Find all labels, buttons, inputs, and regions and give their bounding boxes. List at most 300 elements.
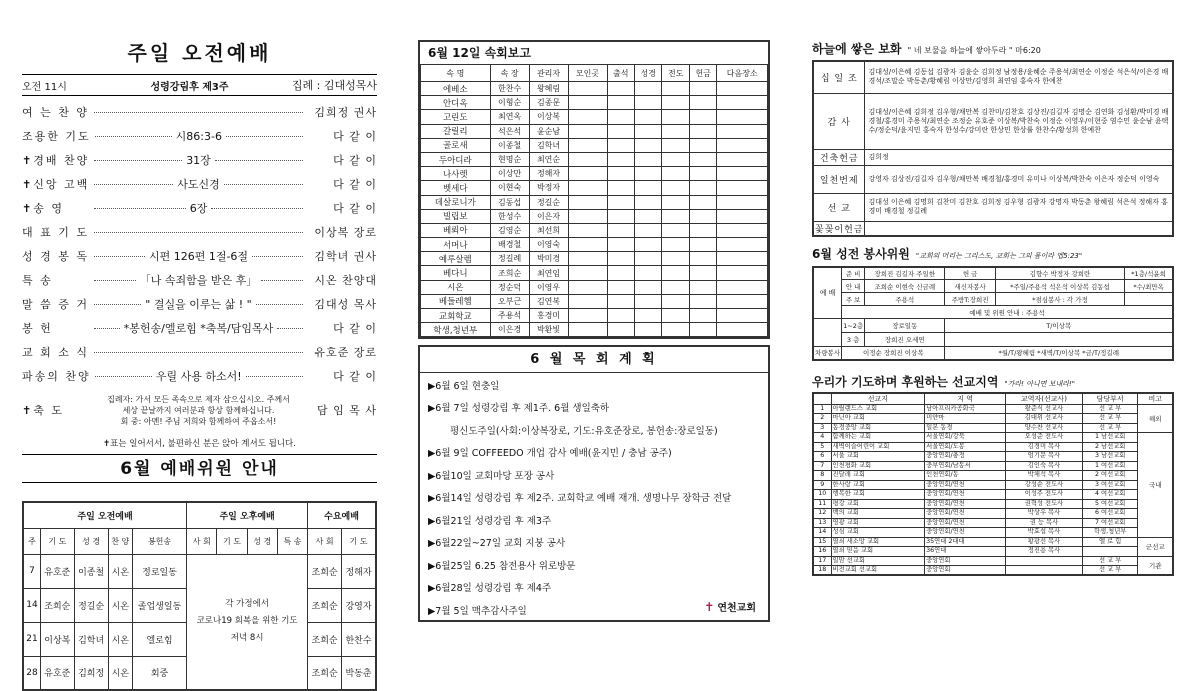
cell-cell xyxy=(634,238,661,252)
mission-header: 비고 xyxy=(1138,393,1173,405)
cell-cell: 김종문 xyxy=(529,96,568,110)
mission-cell: 행복한 교회 xyxy=(831,490,925,500)
cell-cell xyxy=(568,323,607,337)
benediction-text2: 세상 끝날까지 여러분과 항상 함께하십니다. xyxy=(122,405,275,415)
duty-cell: 정길순 xyxy=(74,588,108,622)
mission-cell: 강성순 전도사 xyxy=(1006,480,1083,490)
cell-cell xyxy=(689,96,716,110)
cell-cell: 왕혜림 xyxy=(529,82,568,96)
cell-cell: 예루살렘 xyxy=(421,252,491,266)
cell-cell xyxy=(607,110,634,124)
plan-item: ▶6월28일 성령강림 후 제4주 xyxy=(428,583,552,595)
duty-header: 기 도 xyxy=(40,528,74,554)
treasure-names xyxy=(865,221,1173,236)
cell-cell xyxy=(689,138,716,152)
cell-cell xyxy=(662,294,689,308)
duty-cell: 조희순 xyxy=(308,656,342,690)
volunteer-cell: 김향수 박정자 강희란 xyxy=(995,267,1124,280)
volunteers-table xyxy=(812,266,1174,361)
cell-header: 모인곳 xyxy=(568,65,607,82)
mission-cell: 4 여선교회 xyxy=(1082,490,1138,500)
cell-cell xyxy=(662,110,689,124)
cell-cell xyxy=(607,238,634,252)
duty-header: 봉헌송 xyxy=(133,528,187,554)
cell-row xyxy=(421,252,768,266)
mission-cell: 이성주 전도사 xyxy=(1006,490,1083,500)
mission-cell: 선 교 부 xyxy=(1082,423,1138,433)
service-item-label: ✝신앙 고백 xyxy=(22,178,90,191)
mission-cell: 김경미 목사 xyxy=(1006,442,1083,452)
mission-note: 기관 xyxy=(1138,556,1173,575)
mission-cell: 8 xyxy=(813,471,831,481)
cell-cell: 한찬수 xyxy=(490,82,529,96)
cell-cell xyxy=(607,266,634,280)
cell-cell xyxy=(717,266,768,280)
mission-cell: 영광 교회 xyxy=(831,518,925,528)
mission-note: 해외 xyxy=(1138,404,1173,433)
cell-cell: 김영순 xyxy=(490,223,529,237)
volunteers-header xyxy=(812,245,1174,261)
cell-cell: 빌립보 xyxy=(421,209,491,223)
cell-cell: 최선희 xyxy=(529,223,568,237)
clean-row xyxy=(813,333,1173,347)
leader-dots xyxy=(94,352,303,353)
cell-row xyxy=(421,152,768,166)
volunteer-cell: 장희진 오세연 xyxy=(865,333,945,347)
volunteer-cell: 주 보 xyxy=(842,293,865,306)
plan-item: ▶6월 9일 COFFEEDO 개업 감사 예배(윤지민 / 충남 공주) xyxy=(428,448,672,460)
leader-dots xyxy=(94,280,136,281)
duty-cell: 강영자 xyxy=(341,588,376,622)
service-item-leader: 다 같 이 xyxy=(333,322,378,335)
benediction-right: 담 임 목 사 xyxy=(317,404,377,417)
service-item-label: 특 송 xyxy=(22,274,53,287)
duty-cell: 유호준 xyxy=(40,554,74,588)
mission-cell: 6 여선교회 xyxy=(1082,509,1138,519)
cell-cell xyxy=(717,195,768,209)
cell-cell xyxy=(607,280,634,294)
mission-cell: 6 xyxy=(813,452,831,462)
mission-cell: 중부연회/남동서 xyxy=(925,461,1006,471)
cell-cell xyxy=(634,223,661,237)
cell-row xyxy=(421,323,768,337)
cell-cell xyxy=(662,152,689,166)
cell-cell xyxy=(634,309,661,323)
service-item xyxy=(22,244,377,268)
mission-cell: 중앙연회/연천 xyxy=(925,490,1006,500)
mission-row xyxy=(813,442,1173,452)
mission-cell: 아릴랜드스 교회 xyxy=(831,404,925,414)
service-season: 성령강림후 제3주 xyxy=(150,81,229,93)
mission-cell: 정진용 목사 xyxy=(1006,547,1083,557)
mission-cell: 선 교 부 xyxy=(1082,566,1138,576)
cell-row xyxy=(421,238,768,252)
mission-cell: 동경중앙 교회 xyxy=(831,423,925,433)
cell-cell xyxy=(717,238,768,252)
pm-note xyxy=(187,554,308,690)
service-item-label: 여 는 찬 양 xyxy=(22,106,89,119)
pm-note-line: 저녁 8시 xyxy=(230,633,264,644)
cell-cell xyxy=(662,309,689,323)
cell-cell: 이형순 xyxy=(490,96,529,110)
cell-cell xyxy=(689,294,716,308)
mission-cell: 선 교 부 xyxy=(1082,414,1138,424)
cell-row xyxy=(421,266,768,280)
mission-cell: 박상우 목사 xyxy=(1006,509,1083,519)
cell-cell xyxy=(662,323,689,337)
cell-cell: 배경철 xyxy=(490,238,529,252)
cell-cell xyxy=(634,82,661,96)
leader-dots xyxy=(95,376,152,377)
leader-dots xyxy=(94,328,120,329)
cell-cell xyxy=(568,252,607,266)
mission-cell: 박채석 목사 xyxy=(1006,471,1083,481)
mission-cell: 평강 교회 xyxy=(831,499,925,509)
service-panel xyxy=(22,0,378,680)
cell-cell xyxy=(689,124,716,138)
volunteer-cell: *점심봉사 : 각 가정 xyxy=(995,293,1124,306)
benediction-label: ✝축 도 xyxy=(22,404,64,417)
mission-cell: 18 xyxy=(813,566,831,576)
volunteers-verse: "교회의 머리는 그리스도, 교회는 그의 몸이라 엡5:23" xyxy=(915,251,1083,260)
mission-cell: 열쇠 새소망 교회 xyxy=(831,537,925,547)
treasure-table xyxy=(812,60,1174,237)
mission-cell: 2 여선교회 xyxy=(1082,471,1138,481)
cell-cell: 정해자 xyxy=(529,167,568,181)
duty-cell: 한찬수 xyxy=(341,622,376,656)
cell-cell xyxy=(634,323,661,337)
treasure-key: 선 교 xyxy=(813,193,865,221)
service-item-content: 시86:3-6 xyxy=(175,130,222,143)
duty-cell: 이상복 xyxy=(40,622,74,656)
mission-cell: 1 여선교회 xyxy=(1082,461,1138,471)
service-item-label: 말 씀 증 거 xyxy=(22,298,89,311)
cell-cell xyxy=(717,152,768,166)
mission-cell: 3 xyxy=(813,423,831,433)
volunteer-cell: 1~2층 xyxy=(842,319,865,333)
cell-cell: 조희순 xyxy=(490,266,529,280)
cell-cell xyxy=(717,82,768,96)
cell-cell: 두아디라 xyxy=(421,152,491,166)
cell-cell xyxy=(607,309,634,323)
leader-dots xyxy=(252,256,303,257)
treasure-row xyxy=(813,193,1173,221)
cell-cell: 시온 xyxy=(421,280,491,294)
cell-cell xyxy=(634,280,661,294)
volunteer-cell: T/이상복 xyxy=(945,319,1173,333)
mission-cell: 중앙연회/충정 xyxy=(925,452,1006,462)
volunteer-cell xyxy=(945,333,1173,347)
mission-verse: "가라! 아니면 보내라!" xyxy=(1004,379,1076,388)
cell-header: 전도 xyxy=(662,65,689,82)
duty-cell: 엘로힘 xyxy=(133,622,187,656)
plan-item: 평신도주일(사회:이상복장로, 기도:유호준장로, 봉헌송:장로일동) xyxy=(450,425,718,437)
cell-cell xyxy=(689,82,716,96)
mission-cell: 인천연회/동 xyxy=(925,471,1006,481)
mission-cell: 5 여선교회 xyxy=(1082,499,1138,509)
service-item-label: 교 회 소 식 xyxy=(22,346,89,359)
cell-cell xyxy=(662,195,689,209)
treasure-names: 김대성/이은혜 김희정 김우형/채만복 김찬미/김찬호 김상진/김길자 김명순 김연화 김성환/박미경 배경철/홍경미 주용석/최연순 조정순 유호준 이상복/박찬숙 이정순 이영우/이현중 염수민 윤순남 윤택수/정순덕/윤지민 홍숙자 한성수/강미란 한상민 한상률 한찬수/황성희 한예찬 xyxy=(865,93,1173,149)
plan-item: ▶7월 5일 맥추감사주일 xyxy=(428,605,527,617)
cell-cell xyxy=(634,266,661,280)
cell-header: 속 명 xyxy=(421,65,491,82)
mission-cell: 진달래 교회 xyxy=(831,471,925,481)
service-item-leader: 김대성 목사 xyxy=(314,298,377,311)
cell-row xyxy=(421,82,768,96)
cell-cell xyxy=(689,238,716,252)
cell-cell xyxy=(689,209,716,223)
duty-row xyxy=(23,554,376,588)
cell-cell xyxy=(634,152,661,166)
cell-cell xyxy=(607,82,634,96)
duty-table xyxy=(22,501,377,691)
duty-cell: 28 xyxy=(23,656,40,690)
mission-note: 국내 xyxy=(1138,433,1173,538)
service-subheader xyxy=(22,74,377,96)
cell-cell xyxy=(689,252,716,266)
cell-cell: 정길순 xyxy=(529,195,568,209)
mission-cell: 함께하는 교회 xyxy=(831,433,925,443)
mission-cell: 서울연회/도봉 xyxy=(925,442,1006,452)
mission-cell: 15 xyxy=(813,537,831,547)
mission-cell: 16 xyxy=(813,547,831,557)
cell-cell xyxy=(717,280,768,294)
mission-cell: 권혁성 전도사 xyxy=(1006,499,1083,509)
leader-dots xyxy=(94,208,186,209)
mission-row xyxy=(813,547,1173,557)
cell-cell xyxy=(568,96,607,110)
cell-cell xyxy=(662,96,689,110)
treasure-key: 십 일 조 xyxy=(813,61,865,93)
cell-cell: 학생,청년부 xyxy=(421,323,491,337)
mission-cell: 11 xyxy=(813,499,831,509)
volunteer-cell: *1층/석윤희 xyxy=(1125,267,1173,280)
cars-names: 이정순 장희진 이상복 xyxy=(842,347,945,360)
service-item-leader: 다 같 이 xyxy=(333,130,377,143)
leader-dots xyxy=(94,304,141,305)
cell-cell xyxy=(568,209,607,223)
plan-item: ▶6월21일 성령강림 후 제3주 xyxy=(428,515,552,527)
mission-row xyxy=(813,404,1173,414)
cell-cell: 박환빛 xyxy=(529,323,568,337)
mission-cell: 양수찬 선교사 xyxy=(1006,423,1083,433)
cell-cell: 베다니 xyxy=(421,266,491,280)
cell-row xyxy=(421,167,768,181)
mission-cell: 새벽이슬어린이 교회 xyxy=(831,442,925,452)
cell-cell: 고린도 xyxy=(421,110,491,124)
cell-cell: 교회학교 xyxy=(421,309,491,323)
treasure-row xyxy=(813,93,1173,149)
cell-cell xyxy=(634,124,661,138)
volunteer-row xyxy=(813,267,1173,280)
cell-cell: 베뢰아 xyxy=(421,223,491,237)
volunteer-cell: 3 층 xyxy=(842,333,865,347)
volunteer-row xyxy=(813,306,1173,319)
cars-row xyxy=(813,347,1173,360)
volunteer-cell: 헌 금 xyxy=(945,267,995,280)
cell-cell xyxy=(568,195,607,209)
cell-cell xyxy=(689,323,716,337)
cell-cell xyxy=(607,181,634,195)
duty-group-am: 주일 오전예배 xyxy=(23,502,187,528)
mission-cell: 35연대 2대대 xyxy=(925,537,1006,547)
cell-cell: 김동섭 xyxy=(490,195,529,209)
cell-cell xyxy=(607,323,634,337)
plan-list xyxy=(420,373,768,621)
cell-cell: 베들레헴 xyxy=(421,294,491,308)
duty-cell: 시온 xyxy=(108,554,132,588)
cell-cell xyxy=(607,209,634,223)
mission-header: 선교지 xyxy=(831,393,925,405)
cell-cell xyxy=(662,138,689,152)
leader-dots xyxy=(95,136,172,137)
cell-cell xyxy=(568,238,607,252)
cell-cell: 안디옥 xyxy=(421,96,491,110)
mission-cell: 일본 동경 xyxy=(925,423,1006,433)
mission-cell: 13 xyxy=(813,518,831,528)
cell-cell xyxy=(662,266,689,280)
mission-cell: 1 남선교회 xyxy=(1082,433,1138,443)
plan-item: ▶6월22일~27일 교회 지붕 공사 xyxy=(428,538,566,550)
mission-header xyxy=(812,373,1174,389)
service-item-leader: 다 같 이 xyxy=(333,370,377,383)
mission-cell: 중앙연회 xyxy=(925,556,1006,566)
cell-row xyxy=(421,309,768,323)
cell-cell: 최연순 xyxy=(529,152,568,166)
cell-cell xyxy=(607,138,634,152)
service-item-label: ✝경배 찬양 xyxy=(22,154,90,167)
duty-cell: 21 xyxy=(23,622,40,656)
leader-dots xyxy=(224,184,303,185)
duty-header: 기 도 xyxy=(217,528,247,554)
cell-cell xyxy=(717,223,768,237)
mission-cell: 7 여선교회 xyxy=(1082,518,1138,528)
mission-cell: 중앙연회/연천 xyxy=(925,480,1006,490)
cell-table xyxy=(420,64,768,337)
cell-row xyxy=(421,181,768,195)
cell-cell: 김학녀 xyxy=(529,138,568,152)
cell-cell: 이상복 xyxy=(529,110,568,124)
cell-cell xyxy=(634,294,661,308)
cell-cell xyxy=(717,124,768,138)
treasure-row xyxy=(813,61,1173,93)
mission-header xyxy=(813,393,831,405)
cell-cell xyxy=(662,167,689,181)
cell-row xyxy=(421,223,768,237)
cell-cell: 김연복 xyxy=(529,294,568,308)
mission-cell: 선 교 부 xyxy=(1082,556,1138,566)
duty-cell: 조희순 xyxy=(308,622,342,656)
duty-cell: 회중 xyxy=(133,656,187,690)
cell-cell xyxy=(689,152,716,166)
duty-cell: 조희순 xyxy=(308,588,342,622)
service-item-leader: 이상복 장로 xyxy=(314,226,377,239)
pm-note-line: 코로나19 회복을 위한 기도 xyxy=(196,616,298,627)
cell-cell: 현명순 xyxy=(490,152,529,166)
mission-row xyxy=(813,566,1173,576)
treasure-names: 김대성 이은혜 김명희 김찬미 김찬호 김희정 김우형 김광자 강명자 박동춘 왕혜림 석은석 정해자 홍경미 배경철 정길례 xyxy=(865,193,1173,221)
cell-cell xyxy=(662,82,689,96)
duty-cell: 졸업생일동 xyxy=(133,588,187,622)
service-note: ✝표는 일어서서, 불편하신 분은 앉아 계셔도 됩니다. xyxy=(22,432,377,455)
benediction-text3: 회 중: 아멘! 주님 저희와 함께하여 주옵소서! xyxy=(120,416,277,426)
mission-cell: 9 xyxy=(813,480,831,490)
mission-row xyxy=(813,499,1173,509)
service-title: 주일 오전예배 xyxy=(127,41,272,65)
volunteer-cell: 장희진 김길자 주일한 xyxy=(865,267,945,280)
cell-cell: 박미경 xyxy=(529,252,568,266)
mission-cell: 서울연회/강북 xyxy=(925,433,1006,443)
cell-cell: 이영숙 xyxy=(529,238,568,252)
cell-cell: 주용석 xyxy=(490,309,529,323)
cell-row xyxy=(421,124,768,138)
mission-cell: 엘 로 힘 xyxy=(1082,537,1138,547)
mission-cell: 일맘 선교회 xyxy=(831,556,925,566)
mission-cell: 5 xyxy=(813,442,831,452)
service-item-content: 시편 126편 1절-6절 xyxy=(148,250,249,263)
duty-cell: 조희순 xyxy=(40,588,74,622)
clean-label-cell xyxy=(813,319,842,347)
service-time: 오전 11시 xyxy=(22,81,67,93)
cell-cell: 이은자 xyxy=(529,209,568,223)
mission-note: 군선교 xyxy=(1138,537,1173,556)
treasure-row xyxy=(813,165,1173,193)
cell-cell: 정길례 xyxy=(490,252,529,266)
cell-cell xyxy=(607,167,634,181)
duty-header: 사 회 xyxy=(308,528,342,554)
church-logo xyxy=(704,599,756,614)
volunteer-cell: *수/최만옥 xyxy=(1125,280,1173,293)
service-item-leader: 김학녀 권사 xyxy=(314,250,377,263)
treasure-row xyxy=(813,221,1173,236)
cell-cell: 에베소 xyxy=(421,82,491,96)
cell-cell xyxy=(607,96,634,110)
clean-row xyxy=(813,319,1173,333)
plan-item: ▶6월25일 6.25 참전용사 위로방문 xyxy=(428,560,576,572)
treasure-key: 꽃꽂이헌금 xyxy=(813,221,865,236)
cell-cell xyxy=(634,138,661,152)
duty-header: 찬 양 xyxy=(108,528,132,554)
cell-report xyxy=(418,40,770,339)
mission-cell xyxy=(1082,547,1138,557)
mission-header: 담당부서 xyxy=(1082,393,1138,405)
service-item-label: 봉 헌 xyxy=(22,322,53,335)
cell-cell xyxy=(689,167,716,181)
cell-cell xyxy=(662,252,689,266)
cell-row xyxy=(421,195,768,209)
cell-cell: 최연임 xyxy=(529,266,568,280)
duty-group-wed: 수요예배 xyxy=(308,502,376,528)
duty-cell: 7 xyxy=(23,554,40,588)
treasure-key: 일천번제 xyxy=(813,165,865,193)
service-item-leader: 다 같 이 xyxy=(333,202,377,215)
service-item-leader: 다 같 이 xyxy=(333,154,377,167)
cell-cell xyxy=(662,124,689,138)
service-item-leader: 다 같 이 xyxy=(333,178,378,191)
volunteer-cell: 주방T:장희진 xyxy=(945,293,995,306)
treasure-names: 김희정 xyxy=(865,149,1173,165)
plan-box xyxy=(418,345,770,622)
mission-cell: 비전교회 선교회 xyxy=(831,566,925,576)
cell-cell xyxy=(717,96,768,110)
mission-cell: 김인숙 목사 xyxy=(1006,461,1083,471)
cell-cell xyxy=(662,280,689,294)
duty-header: 사 회 xyxy=(187,528,217,554)
mission-cell: 10 xyxy=(813,490,831,500)
mission-row xyxy=(813,528,1173,538)
cell-cell xyxy=(717,309,768,323)
